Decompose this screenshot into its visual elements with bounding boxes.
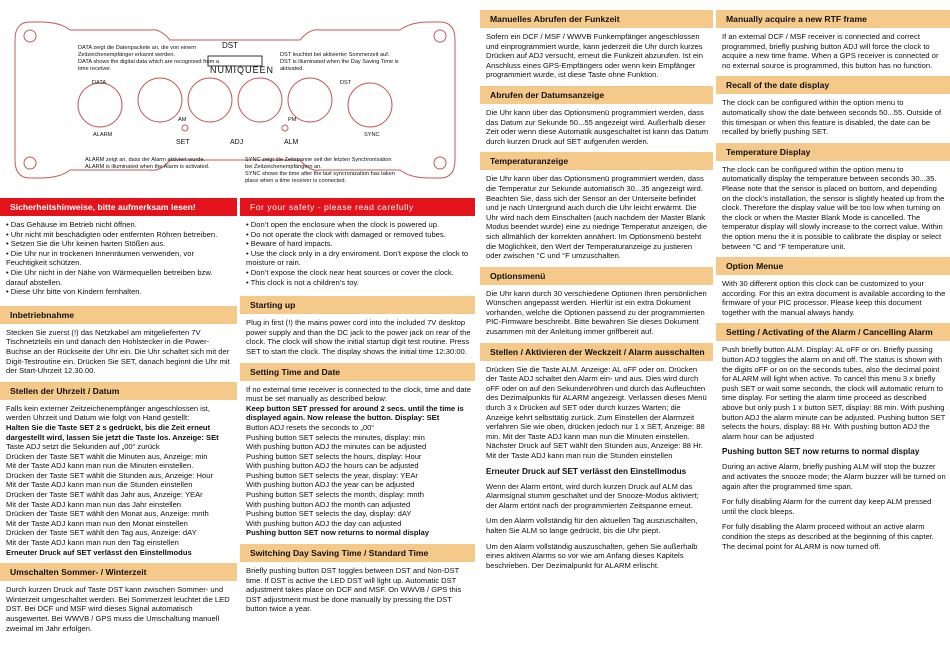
brand-logo: NUMIQUEEN bbox=[210, 65, 275, 75]
disable-alarm-text-de: Um den Alarm vollständig auszuschalten, gehen Sie außerhalb eines aktiven Alarms so vor wie am Anfang dieses Kapitels beschrieben. Der Dezimalpunkt für ALARM erlischt. bbox=[486, 541, 698, 570]
alarm-label: ALARM bbox=[93, 132, 113, 138]
options-text-de: Die Uhr kann durch 30 verschiedene Optionen Ihren persönlichen Wünschen angepasst werden. Hierfür ist ein extra Dokument vorhanden, welche die Optionen passend zu der programmierten PIC-Firmware beschreibt. Bitte bewahren Sie dieses Dokument zusammen mit der Anleitung immer griffbereit auf. bbox=[486, 288, 707, 337]
pm-label: PM bbox=[288, 117, 297, 123]
manual-rtf-text-de: Sofern ein DCF / MSF / WWVB Funkempfänger angeschlossen und einprogrammiert wurde, kann jederzeit die Uhr durch kurzes Drücken auf ADJ versucht, erneut die Funkzeit abzurufen. Ist ein Anschluss eines GPS-Empfängers oder wenn kein Empfänger programmiert wurde, ist diese Taste ohne Funktion. bbox=[486, 32, 703, 80]
time-text-en: If no external time receiver is connected to the clock, time and date must be set manually as described below: Keep button SET pressed for around 2 secs. until the time is displayed again. Now release the button. Display: SEt Button ADJ resets the seconds to „00“ Pushing button SET selects the minutes, display: min With pushing button ADJ the minutes can be adjusted Pushing button SET selects the hours, display: Hour With pushing button ADJ the hours can be adjusted Pushing button SET selects the year, display: YEAr With pushing button ADJ the year can be adjusted Pushing button SET selects the month, display: mnth With pushing button ADJ the month can adjusted Pushing button SET selects the day, display: dAY With pushing button ADJ the day can adjusted Pushing button SET now returns to normal display bbox=[246, 384, 471, 538]
date-title-de: Abrufen der Datumsanzeige bbox=[480, 86, 713, 104]
caption-sync: SYNC zeigt die Zeitspanne seit der letzten Synchronisation bei Zeitzeichenempfängern an. SYNC shows the time after the last syncronization has taken place when a time receiver is connected. bbox=[245, 157, 395, 184]
alarm-text-en: Push briefly button ALM. Display: AL oFF or on. Briefly pussing button ADJ toggles the alarm on and off. The status is shown with the digits oFF or on on the seconds tubes, also the decimal point for ALARM will light when active. To cancel this menu 3 x briefly push SET or wait some seconds, the clock will automatic return to time display. For setting the alarm time proceed as described above but only push 1 x button SET, display: 88 min. With pushing button ADJ the alarm minute can be adjusted. Pushing button SET selects the hours, display: 88 Hr. With pushing button ADJ the alarm hour can be adjusted bbox=[722, 345, 946, 441]
disable-alarm-text-en: For fully disabling the Alarm proceed without an active alarm condition the steps as described at the beginning of this capter. The decimal point for ALARM is now turned off. bbox=[722, 522, 934, 551]
options-title-de: Optionsmenü bbox=[480, 267, 713, 285]
start-title-de: Inbetriebnahme bbox=[0, 306, 237, 324]
options-text-en: With 30 different option this clock can be customized to your according. For this an extra document is available according to the firmware of your PIC processor. Please keep this document together with the manual always handy. bbox=[722, 279, 946, 317]
caption-data: DATA zeigt die Datenpackete an, die von einem Zeitzeichenempfänger erkannt werden. DATA shows the digital data which are recognised from a time receiver. bbox=[78, 45, 219, 72]
temp-text-en: The clock can be configured within the option menu to automatically display the temperature between seconds 30...35. Please note that the sensor is placed on bottom, and depending on the clock’s installation, the sensor is slightly heated up from the clock. Therefore the display value will be too low when turning on the clock or when the Master Blank Mode is cancelled. The temperatur display will slowly increase to the correct value. Within the option menu the it is possible to calibrate the display or select between °C and °F temperature unit. bbox=[722, 164, 945, 251]
alarm-title-en: Setting / Activating of the Alarm / Cancelling Alarm bbox=[716, 323, 950, 341]
dst-title-en: Switching Day Saving Time / Standard Time bbox=[240, 544, 475, 562]
manual-rtf-title-de: Manuelles Abrufen der Funkzeit bbox=[480, 10, 713, 28]
time-title-en: Setting Time and Date bbox=[240, 363, 475, 381]
time-text-de: Falls kein externer Zeitzeichenempfänger angeschlossen ist, werden Uhrzeit und Datum wie folgt von Hand gestellt: Halten Sie die Taste SET 2 s gedrückt, bis die Zeit erneut dargestellt wird, lassen Sie jetzt die Taste los. Anzeige: SEt Taste ADJ setzt die Sekunden auf „00“ zurück Drücken der Taste SET wählt die Minuten aus, Anzeige: min Mit der Taste ADJ kann man nun die Minuten einstellen. Drücken der Taste SET wählt die Stunden aus, Anzeige: Hour Mit der Taste ADJ kann man nun die Stunden einstellen Drücken der Taste SET wählt das Jahr aus, Anzeige: YEAr Mit der Taste ADJ kann man nun das Jahr einstellen Drücken der Taste SET wählt den Monat aus, Anzeige: mnth Mit der Taste ADJ kann man nun den Monat einstellen Drücken der Taste SET wählt den Tag aus, Anzeige: dAY Mit der Taste ADJ kann man nun den Tag einstellen Erneuter Druck auf SET verlässt den Einstellmodus bbox=[6, 403, 219, 557]
options-title-en: Option Menue bbox=[716, 257, 950, 275]
dst-top-label: DST bbox=[222, 41, 238, 50]
time-title-de: Stellen der Uhrzeit / Datum bbox=[0, 382, 237, 400]
dst-label: DST bbox=[340, 80, 352, 86]
alm-button[interactable]: ALM bbox=[284, 139, 299, 146]
snooze-text-de: Wenn der Alarm ertönt, wird durch kurzen Druck auf ALM das Alarmsignal stumm geschaltet und der Snooze-Modus aktiviert; der Alarm ertönt nach der programmierten Zeitspanne erneut. bbox=[486, 481, 699, 510]
start-text-en: Plug in first (!) the mains power cord into the included 7V desktop power supply and than the DC jack to the power jack on rear of the clock. The clock will show the initial startup digit test routine. Press SET to start the clock. The display shows the initial time 12:30:00. bbox=[246, 318, 471, 356]
disable-day-text-de: Um den Alarm vollständig für den aktuellen Tag auszuschalten, halten Sie ALM so lange gedrückt, bis die Uhr piept. bbox=[486, 516, 698, 535]
column-german-right bbox=[480, 10, 713, 576]
alarm-text-de: Drücken Sie die Taste ALM. Anzeige: AL oFF oder on. Drücken der Taste ADJ schaltet den Alarm ein- und aus. Dies wird durch oFF oder on auf den Sekundenröhren und durch das Aufleuchten des Dezimalpunkts für ALARM angezeigt. Verlassen dieses Menü durch 3 x Drücken auf SET oder durch kurzes Warten; die Anzeige kehrt selbsttätig zurück. Zum Einstellen der Alarmzeit verfahren Sie wie oben, drücken jedoch nur 1 x SET, Anzeige: 88 min. Mit der Taste ADJ kann man nun die Minuten einstellen. Nächster Druck auf SET wählt den Stunden aus, Anzeige: 88 Hr. Mit der Taste ADJ kann man nun die Stunden einstellen bbox=[486, 364, 707, 460]
temp-title-de: Temperaturanzeige bbox=[480, 152, 713, 170]
date-title-en: Recall of the date display bbox=[716, 76, 950, 94]
temp-text-de: Die Uhr kann über das Optionsmenü programmiert werden, dass die Temperatur zur Sekunde automatisch 30...35 angezeigt wird. Beachten Sie, dass sich der Sensor an der Unterseite befindet und je nach Untergrund auch durch die Uhr leicht erwärmt. Die Uhr wird nach dem Einschalten (auch nachdem der Master Blank Modus beendet wurde) eine zu niedrige Temperatur anzeigen, die sich allmählich der korrekten annähert. Im Optionsmenü besteht die Möglichkeit, den Wert der Temperaturanzeige zu justieren oder zwischen °C und °F umzuschalten. bbox=[486, 174, 708, 261]
data-label: DATA bbox=[92, 80, 107, 86]
am-label: AM bbox=[178, 117, 187, 123]
safety-list-de: • Das Gehäuse im Betrieb nicht öffnen. • Uhr nicht mit beschädigten oder entfernten Röhren betreiben. • Setzen Sie die Uhr keinen harten Stößen aus. • Die Uhr nur in trockenen Innenräumen verwenden, vor Feuchtigkeit schützen. • Die Uhr nicht in der Nähe von Wärmequellen betreiben bzw. darauf abstellen. • Diese Uhr bitte von Kindern fernhalten. bbox=[6, 220, 233, 297]
disable-day-text-en: For fully disabling Alarm for the current day keep ALM pressed until the clock bleeps. bbox=[722, 497, 932, 516]
caption-alarm: ALARM zeigt an, dass der Alarm aktiviert wurde. ALARM is illuminated when the Alarm is activated. bbox=[85, 157, 210, 170]
snooze-text-en: During an active Alarm, briefly pushing ALM will stop the buzzer and activates the snooze mode; the Alarm buzzer will be turned on again after the programmed time span. bbox=[722, 462, 946, 491]
column-german-left bbox=[0, 198, 237, 639]
date-text-en: The clock can be configured within the option menu to automatically show the date between seconds 50...55. Outside of this timespan or when this feature is disabled, the date can be recalled by briefly pushing SET. bbox=[722, 98, 942, 137]
date-text-de: Die Uhr kann über das Optionsmenü programmiert werden, dass das Datum zur Sekunde 50...55 angezeigt wird. Außerhalb dieser Zeit oder wenn diese Automatik ausgeschaltet ist kann das Datum durch kurzen Druck auf SET aufgerufen werden. bbox=[486, 107, 709, 146]
start-title-en: Starting up bbox=[240, 296, 475, 314]
set-button[interactable]: SET bbox=[176, 139, 190, 146]
clock-outline bbox=[0, 0, 475, 200]
column-english-right bbox=[716, 10, 950, 557]
dst-text-en: Briefly pushing button DST toggles between DST and Non-DST time. If DST is active the LED DST will light up. Automatic DST adjustment takes place on DCF and MSF. On WWVB / GPS this DST adjustment must be done manually by pressing the DST button twice a year. bbox=[246, 566, 462, 614]
dst-text-de: Durch kurzen Druck auf Taste DST kann zwischen Sommer- und Winterzeit umgeschaltet werden. Bei Sommerzeit leuchtet die LED DST. Bei DCF und MSF wird dieses Signal automatisch ausgewertet. Bei WWVB / GPS muss die Umschaltung manuell zweimal im Jahr erfolgen. bbox=[6, 585, 230, 633]
alarm-exit-en: Pushing button SET now returns to normal display bbox=[722, 447, 920, 457]
safety-title-de: Sicherheitshinweise, bitte aufmerksam lesen! bbox=[0, 198, 237, 216]
alarm-title-de: Stellen / Aktivieren der Weckzeit / Alarm ausschalten bbox=[480, 343, 713, 361]
caption-dst: DST leuchtet bei aktivierter Sommerzeit auf. DST is illuminated when the Day Saving Time is aktivated. bbox=[280, 52, 399, 72]
manual-rtf-title-en: Manually acquire a new RTF frame bbox=[716, 10, 950, 28]
sync-label: SYNC bbox=[364, 132, 380, 138]
dst-title-de: Umschalten Sommer- / Winterzeit bbox=[0, 563, 237, 581]
adj-button[interactable]: ADJ bbox=[230, 139, 244, 146]
clock-diagram bbox=[0, 0, 475, 200]
column-english-left bbox=[240, 198, 475, 620]
manual-rtf-text-en: If an external DCF / MSF receiver is connected and correct programmed, briefly pushing button ADJ will force the clock to acquire a new time frame. When a GPS receiver is connected or no external source is programmed, this button has no function. bbox=[722, 32, 939, 70]
safety-list-en: • Don’t open the enclosure when the clock is powered up. • Do not operate the clock with damaged or removed tubes. • Beware of hard impacts. • Use the clock only in a dry enviroment. Don’t expose the clock to moisture or rain. • Don’t expose the clock near heat sources or cover the clock. • This clock is not a children’s toy. bbox=[246, 220, 471, 287]
start-text-de: Stecken Sie zuerst (!) das Netzkabel am mitgelieferten 7V Tischnetzteils ein und danach den Hohlstecker in die Power-Buchse an der Rückseite der Uhr ein. Die Uhr schaltet sich mit der Digit-Testroutine ein. Drücken Sie SET, danach beginnt die Uhr mit der Start-Uhrzeit 12.30.00. bbox=[6, 327, 230, 376]
temp-title-en: Temperature Display bbox=[716, 143, 950, 161]
alarm-exit-de: Erneuter Druck auf SET verlässt den Einstellmodus bbox=[486, 466, 687, 476]
safety-title-en: For your safety - please read carefully bbox=[240, 198, 475, 216]
